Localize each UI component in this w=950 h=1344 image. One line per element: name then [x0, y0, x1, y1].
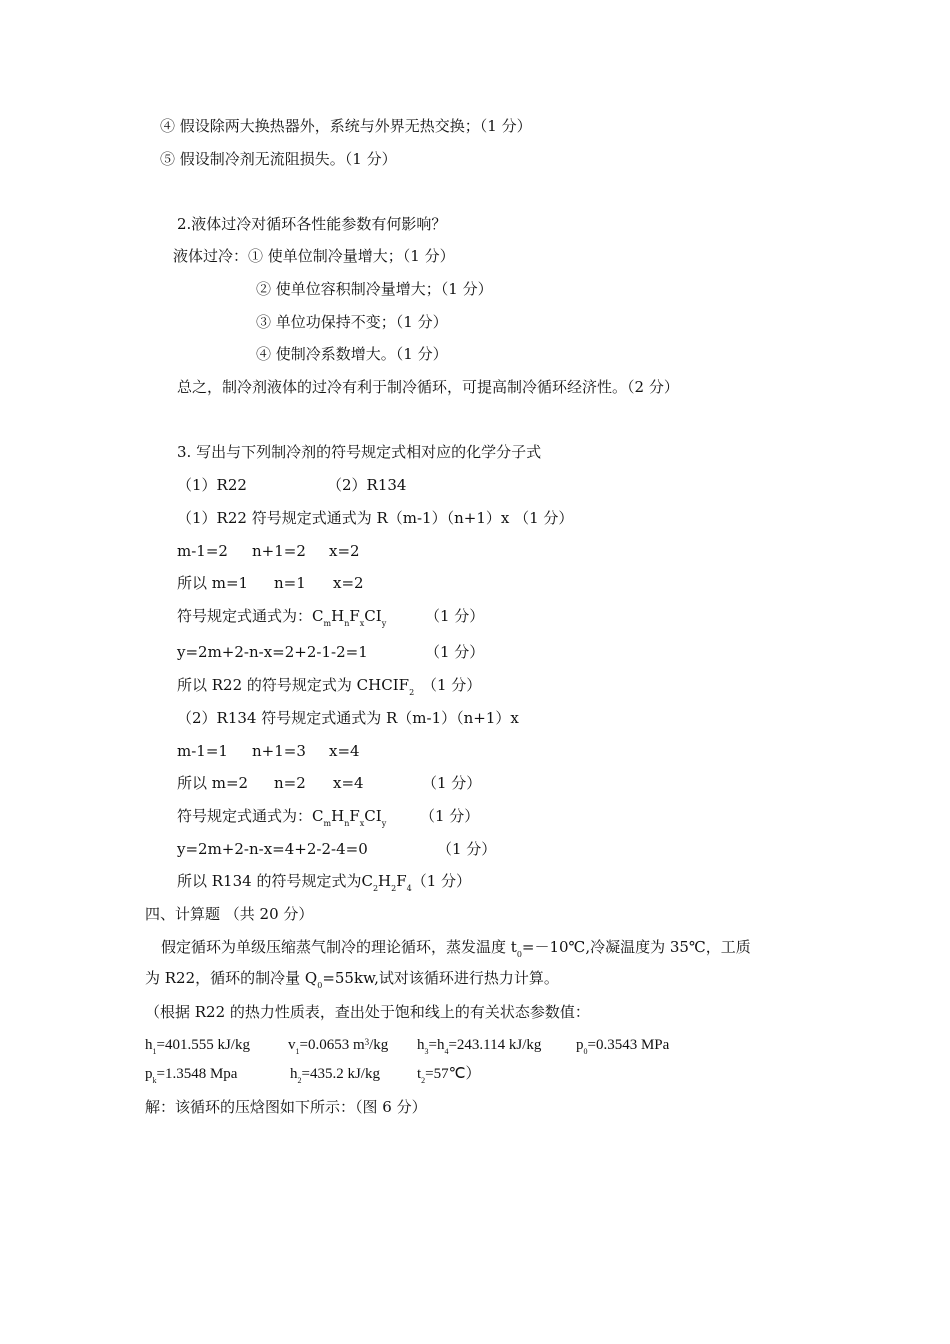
p2-result-f-sub: 4	[406, 884, 412, 893]
h1-sym: h	[145, 1037, 153, 1053]
q3-p2-y: y=2m+2-n-x=4+2-2-4=0	[177, 840, 368, 858]
q2-summary: 总之，制冷剂液体的过冷有利于制冷循环，可提高制冷循环经济性。（2 分）	[177, 378, 679, 396]
p0-sym: p	[576, 1037, 584, 1053]
p2-result-c: C	[361, 872, 373, 890]
p1-result-text: 所以 R22 的符号规定式为 CHCIF	[177, 676, 410, 694]
formula-c: C	[312, 607, 324, 625]
p0-val: =0.3543 MPa	[587, 1037, 670, 1053]
para2-b: =55kw,试对该循环进行热力计算。	[322, 969, 559, 987]
h1-val: =401.555 kJ/kg	[156, 1037, 250, 1053]
q3-p1-eq3: x=2	[329, 542, 360, 560]
sec4-para1	[161, 937, 751, 957]
h1-sub: 1	[152, 1047, 157, 1056]
formula-c-2: C	[312, 807, 324, 825]
param-pk	[145, 1064, 237, 1084]
q3-p1-so: 所以 m=1	[177, 574, 249, 592]
pk-val: =1.3548 Mpa	[156, 1066, 238, 1082]
formula-label-2: 符号规定式通式为：	[177, 807, 313, 825]
q3-title: 3. 写出与下列制冷剂的符号规定式相对应的化学分子式	[177, 443, 542, 461]
item-5: ⑤ 假设制冷剂无流阻损失。（1 分）	[160, 150, 397, 168]
q3-p2-formula	[177, 806, 386, 826]
h2-sub: 2	[297, 1076, 302, 1085]
q3-option-1: （1）R22	[177, 476, 247, 494]
p2-result-h-sub: 2	[391, 884, 397, 893]
formula-m: m	[323, 619, 332, 628]
q3-p1-formula-score: （1 分）	[425, 607, 485, 625]
formula-cl: CI	[364, 607, 382, 625]
p0-sub: 0	[583, 1047, 588, 1056]
section-4-title: 四、计算题 （共 20 分）	[145, 905, 314, 923]
v1-unit: /kg	[369, 1037, 389, 1053]
h2-val: =435.2 kJ/kg	[301, 1066, 380, 1082]
v1-val: =0.0653 m	[299, 1037, 365, 1053]
q3-p2-so-score: （1 分）	[422, 774, 482, 792]
q3-p2-y-score: （1 分）	[437, 840, 497, 858]
formula-x-2: x	[359, 819, 365, 828]
para1-a: 假定循环为单级压缩蒸气制冷的理论循环，蒸发温度 t	[161, 938, 517, 956]
solution-line: 解：该循环的压焓图如下所示：（图 6 分）	[145, 1098, 427, 1116]
param-v1	[288, 1035, 388, 1055]
q2-title: 2.液体过冷对循环各性能参数有何影响？	[177, 215, 447, 233]
formula-n-2: n	[344, 819, 350, 828]
t2-sym: t	[417, 1066, 422, 1082]
param-h3	[417, 1035, 541, 1055]
para1-sub: 0	[516, 950, 522, 959]
q3-p2-eq1: m-1=1	[177, 742, 228, 760]
q3-p2-so: 所以 m=2	[177, 774, 249, 792]
formula-m-2: m	[323, 819, 332, 828]
para2-a: 为 R22，循环的制冷量 Q	[145, 969, 318, 987]
formula-label: 符号规定式通式为：	[177, 607, 313, 625]
param-h1	[145, 1035, 250, 1055]
q3-p1-eq1: m-1=2	[177, 542, 228, 560]
q3-p1-y: y=2m+2-n-x=2+2-1-2=1	[177, 643, 368, 661]
q3-p1-y-score: （1 分）	[425, 643, 485, 661]
q3-p2-general: （2）R134 符号规定式通式为 R（m-1）（n+1）x	[177, 709, 519, 727]
q3-p1-eq2: n+1=2	[252, 542, 306, 560]
q3-p1-general: （1）R22 符号规定式通式为 R（m-1）（n+1）x （1 分）	[177, 509, 574, 527]
q3-p1-result	[177, 675, 414, 695]
sec4-para2	[145, 968, 559, 988]
v1-sym: v	[288, 1037, 296, 1053]
h3-sub: 3	[424, 1047, 429, 1056]
q3-p1-so-n: n=1	[274, 574, 306, 592]
q3-p1-formula	[177, 606, 386, 626]
h3-val: =243.114 kJ/kg	[448, 1037, 542, 1053]
h2-sym: h	[290, 1066, 298, 1082]
formula-f: F	[349, 607, 360, 625]
param-p0	[576, 1035, 669, 1055]
q2-answer-3: ③ 单位功保持不变；（1 分）	[256, 313, 448, 331]
h3-sym: h	[417, 1037, 425, 1053]
q2-answer-2: ② 使单位容积制冷量增大；（1 分）	[256, 280, 493, 298]
item-4: ④ 假设除两大换热器外，系统与外界无热交换；（1 分）	[160, 117, 532, 135]
p2-result-c-sub: 2	[372, 884, 379, 893]
q3-p2-so-x: x=4	[333, 774, 364, 792]
param-t2	[417, 1064, 480, 1084]
t2-val: =57℃）	[425, 1066, 481, 1082]
p2-result-text: 所以 R134 的符号规定式为	[177, 872, 362, 890]
sec4-para3: （根据 R22 的热力性质表，查出处于饱和线上的有关状态参数值：	[145, 1003, 590, 1021]
q2-answer-4: ④ 使制冷系数增大。（1 分）	[256, 345, 448, 363]
v1-sup: 3	[364, 1037, 370, 1047]
q3-p2-so-n: n=2	[274, 774, 306, 792]
formula-n: n	[344, 619, 350, 628]
v1-sub: 1	[295, 1047, 300, 1056]
q3-p2-formula-score: （1 分）	[420, 807, 480, 825]
p2-result-f: F	[396, 872, 407, 890]
q3-p2-eq3: x=4	[329, 742, 360, 760]
p2-result-score: （1 分）	[411, 872, 472, 890]
formula-y: y	[381, 619, 387, 628]
p1-result-sub: 2	[409, 688, 415, 697]
h3-mid: =h	[428, 1037, 445, 1053]
para2-sub: 0	[317, 981, 323, 990]
q3-option-2: （2）R134	[327, 476, 407, 494]
formula-f-2: F	[349, 807, 360, 825]
formula-y-2: y	[381, 819, 387, 828]
param-h2	[290, 1064, 380, 1084]
p2-result-h: H	[378, 872, 392, 890]
formula-h: H	[331, 607, 345, 625]
formula-h-2: H	[331, 807, 345, 825]
para1-b: =－10℃,冷凝温度为 35℃，工质	[521, 938, 751, 956]
formula-cl-2: CI	[364, 807, 382, 825]
q3-p1-result-score: （1 分）	[422, 676, 482, 694]
q3-p2-result	[177, 871, 471, 891]
h4-sub: 4	[444, 1047, 449, 1056]
t2-sub: 2	[421, 1076, 426, 1085]
q2-answer-1: 液体过冷：① 使单位制冷量增大；（1 分）	[173, 247, 455, 265]
q3-p2-eq2: n+1=3	[252, 742, 306, 760]
q3-p1-so-x: x=2	[333, 574, 364, 592]
pk-sym: p	[145, 1066, 153, 1082]
pk-sub: k	[152, 1076, 157, 1085]
formula-x: x	[359, 619, 365, 628]
